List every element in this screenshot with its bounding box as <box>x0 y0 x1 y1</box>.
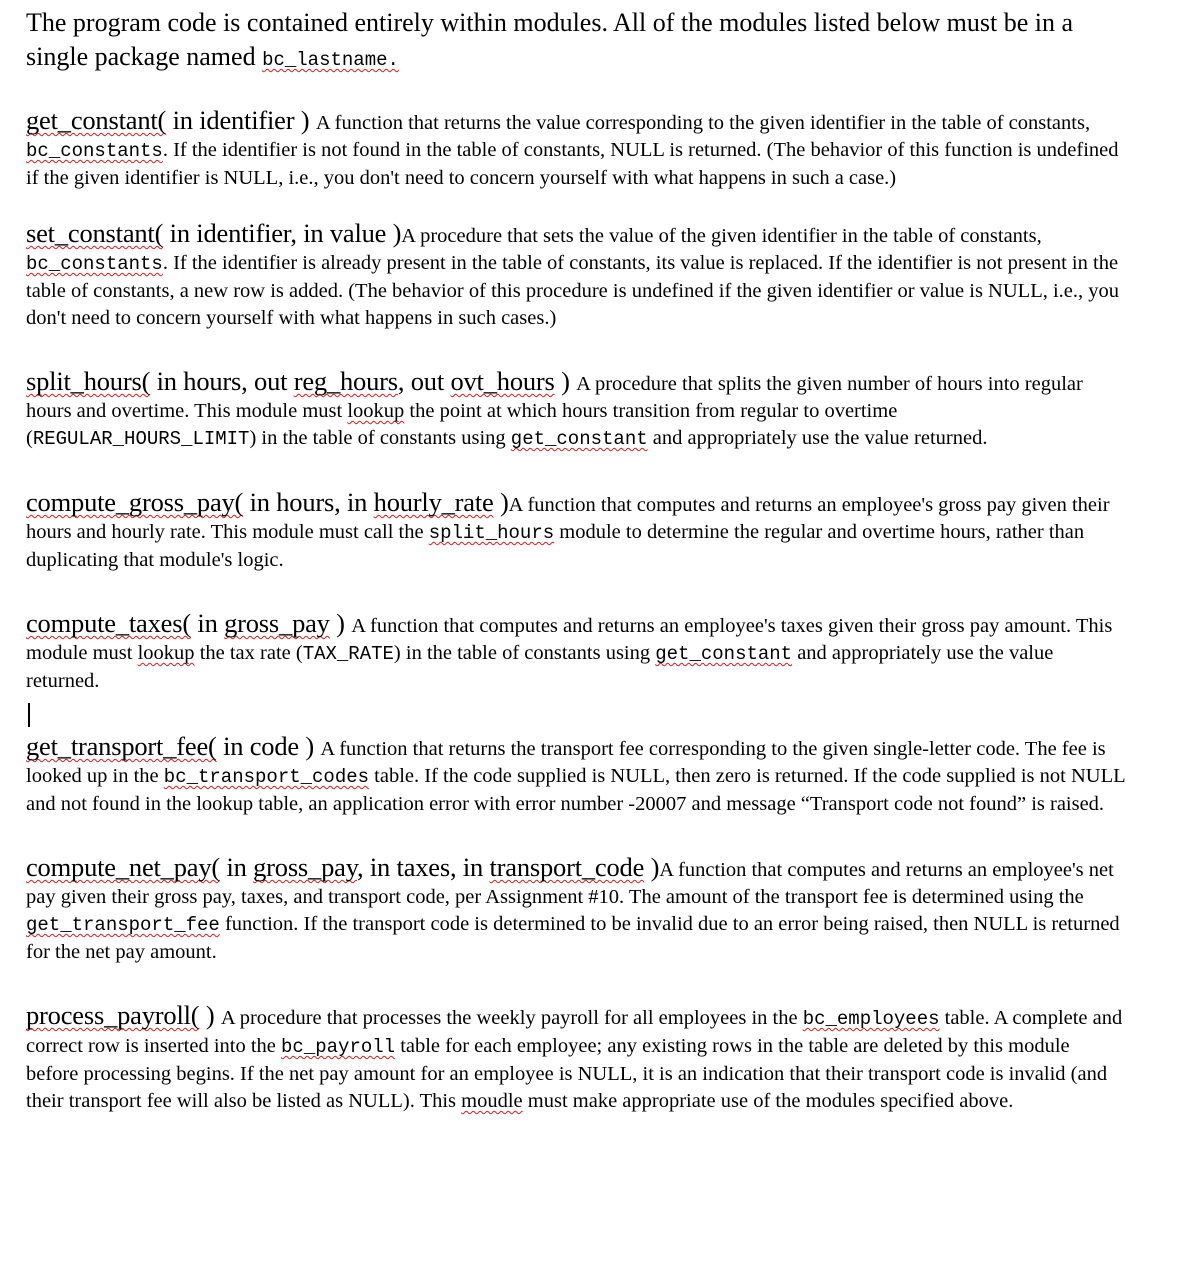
module-description: must make appropriate use of the modules specified above. <box>522 1090 1014 1112</box>
code-reference: bc_constants <box>26 253 163 275</box>
module-signature <box>26 487 509 517</box>
module-description: module to determine the regular and overtime hours, rather than duplicating that module's logic. <box>26 521 1085 571</box>
param-name: hourly_rate <box>373 487 494 517</box>
param-name: gross_pay <box>224 608 330 638</box>
module-params: , out <box>397 366 451 396</box>
module-signature <box>26 1000 221 1030</box>
module-params: ) <box>554 366 577 396</box>
param-name: transport_code <box>489 852 645 882</box>
code-reference: bc_constants <box>26 140 163 162</box>
module-params: in hours, out <box>150 366 294 396</box>
module-name: process_payroll( <box>26 1000 200 1030</box>
module-description: and appropriately use the value returned. <box>26 642 1054 692</box>
module-signature <box>26 852 659 882</box>
module-description: A procedure that processes the weekly payroll for all employees in the <box>220 1007 803 1029</box>
code-reference: bc_payroll <box>281 1036 396 1058</box>
module-signature <box>26 105 316 135</box>
module-params: ) <box>493 487 509 517</box>
code-reference: get_constant <box>655 643 793 665</box>
module-params: in <box>220 852 254 882</box>
module-params: in code ) <box>216 731 321 761</box>
module-name: compute_net_pay( <box>26 852 221 882</box>
module-params: ) <box>329 608 352 638</box>
code-reference: get_transport_fee <box>26 914 220 936</box>
module-description: ) in the table of constants using <box>249 427 511 449</box>
module-description: A function that computes and returns an employee's taxes given their gross pay amount. This module must <box>26 615 1113 664</box>
code-reference: bc_transport_codes <box>163 766 370 788</box>
code-reference: get_constant <box>510 428 648 450</box>
code-reference: split_hours <box>428 522 555 544</box>
module-description: table. If the code supplied is NULL, then zero is returned. If the code supplied is not NULL and not found in the lookup table, an application error with error number -20007 and message “Transport code not found” is raised. <box>26 765 1125 815</box>
module-params: in identifier ) <box>166 105 316 135</box>
module-description: A function that returns the value corresponding to the given identifier in the table of constants, <box>315 112 1091 134</box>
param-name: reg_hours <box>293 366 398 396</box>
module-description: ) in the table of constants using <box>393 642 656 664</box>
module-signature <box>26 731 320 761</box>
module-description: A function that computes and returns an employee's net pay given their gross pay, taxes, and transport code, per Assignment #10. The amount of the transport fee is determined using the <box>26 859 1114 908</box>
module-params: ) <box>199 1000 221 1030</box>
module-description: function. If the transport code is determined to be invalid due to an error being raised, then NULL is returned for the net pay amount. <box>26 913 1120 963</box>
module-compute-gross-pay <box>26 489 1126 574</box>
module-description: table. A complete and correct row is inserted into the <box>26 1007 1123 1057</box>
module-name: compute_taxes( <box>26 608 191 638</box>
module-set-constant <box>26 220 1126 332</box>
module-params: in identifier, in value ) <box>163 218 402 248</box>
module-split-hours <box>26 368 1126 453</box>
flagged-word: lookup <box>137 642 195 664</box>
intro-text: The program code is contained entirely within modules. All of the modules listed below must be in a single package named <box>26 8 1074 71</box>
package-name: bc_lastname. <box>262 49 399 71</box>
module-description: . If the identifier is not found in the table of constants, NULL is returned. (The behavior of this function is undefined if the given identifier is NULL, i.e., you don't need to concern yourself with what happens in such a case.) <box>26 139 1119 189</box>
module-name: get_transport_fee( <box>26 731 217 761</box>
module-process-payroll <box>26 1002 1126 1115</box>
module-name: set_constant( <box>26 218 164 248</box>
text-cursor <box>28 703 30 727</box>
module-description: the point at which hours transition from regular to overtime ( <box>26 400 898 449</box>
module-name: compute_gross_pay( <box>26 487 244 517</box>
module-description: . If the identifier is already present in the table of constants, its value is replaced. If the identifier is not present in the table of constants, a new row is added. (The behavior of this procedure is undefined if the given identifier or value is NULL, i.e., you don't need to concern yourself with what happens in such cases.) <box>26 252 1120 329</box>
document-page <box>26 6 1126 1115</box>
param-name: gross_pay <box>253 852 358 882</box>
module-name: split_hours( <box>26 366 151 396</box>
intro-paragraph <box>26 6 1126 77</box>
code-reference: bc_employees <box>802 1008 940 1030</box>
module-description: A procedure that splits the given number of hours into regular hours and overtime. This module must <box>26 373 1083 422</box>
module-params: in hours, in <box>243 487 374 517</box>
module-description: A procedure that sets the value of the given identifier in the table of constants, <box>401 225 1042 247</box>
code-reference: TAX_RATE <box>302 643 394 665</box>
module-description: A function that computes and returns an employee's gross pay given their hours and hourly rate. This module must call the <box>26 494 1110 543</box>
module-params: ) <box>644 852 660 882</box>
code-reference: REGULAR_HOURS_LIMIT <box>32 428 250 450</box>
module-description: and appropriately use the value returned. <box>647 427 988 449</box>
module-params: , in taxes, in <box>357 852 490 882</box>
module-description: the tax rate ( <box>194 642 303 664</box>
module-params: in <box>190 608 225 638</box>
module-get-constant <box>26 107 1126 192</box>
module-signature <box>26 218 401 248</box>
module-description: table for each employee; any existing rows in the table are deleted by this module before processing begins. If the net pay amount for an employee is NULL, it is an indication that their transport code is invalid (and their transport fee will also be listed as NULL). This <box>26 1035 1108 1112</box>
module-signature <box>26 608 351 638</box>
module-compute-taxes <box>26 610 1126 695</box>
flagged-word: lookup <box>347 400 405 422</box>
module-signature <box>26 366 576 396</box>
flagged-word: moudle <box>461 1090 523 1112</box>
module-name: get_constant( <box>26 105 167 135</box>
param-name: ovt_hours <box>450 366 555 396</box>
module-get-transport-fee <box>26 733 1126 818</box>
module-description: A function that returns the transport fee corresponding to the given single-letter code. The fee is looked up in the <box>26 738 1106 787</box>
module-compute-net-pay <box>26 854 1126 966</box>
